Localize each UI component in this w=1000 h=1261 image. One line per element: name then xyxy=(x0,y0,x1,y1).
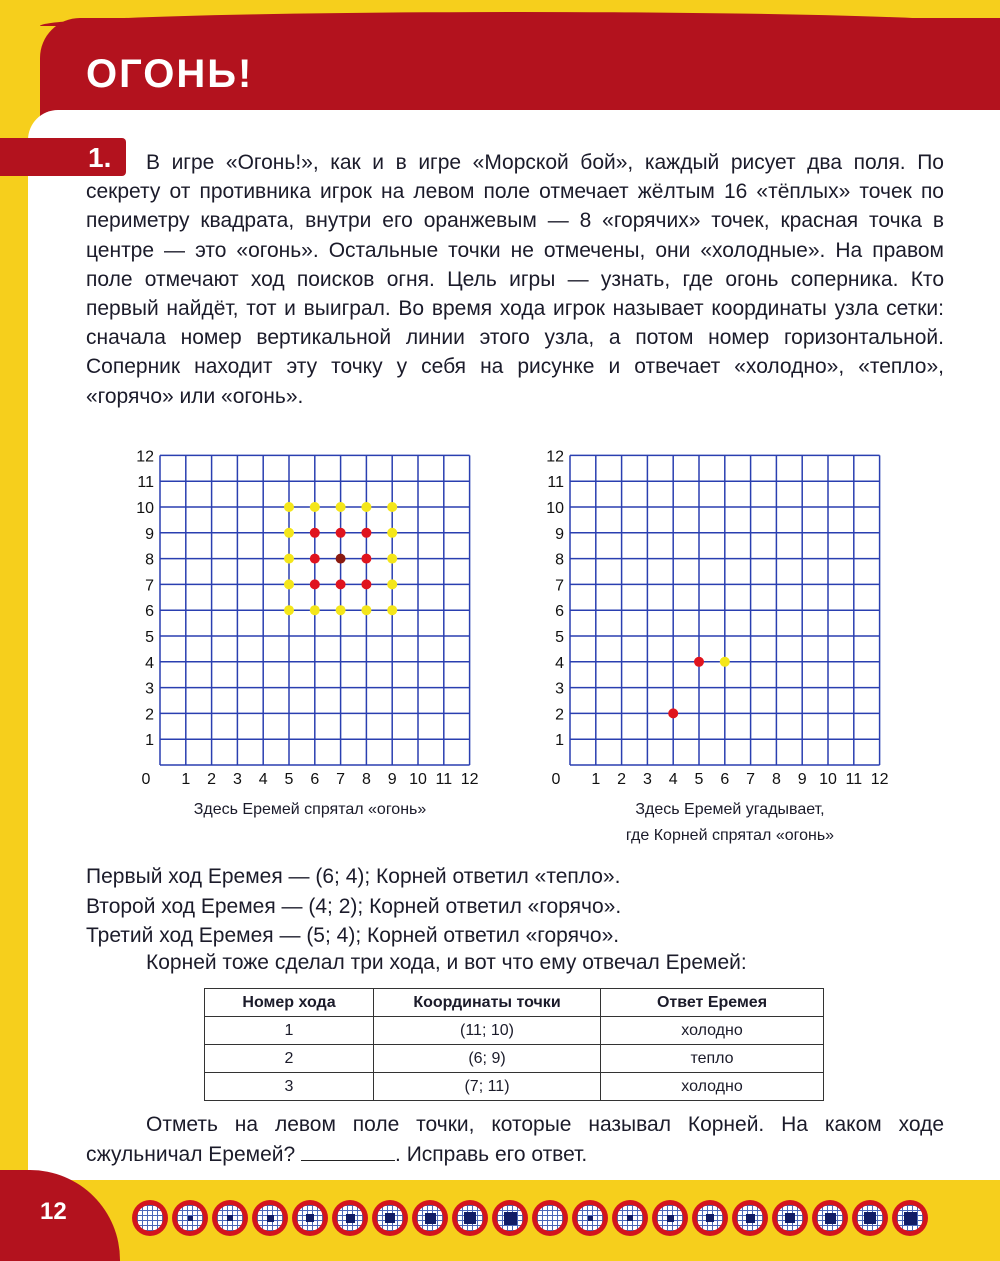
right-caption xyxy=(560,797,900,849)
left-x-tick: 10 xyxy=(409,771,427,788)
right-origin-label: 0 xyxy=(551,771,561,788)
left-warm-point xyxy=(336,605,346,615)
left-y-tick: 1 xyxy=(145,732,154,750)
left-hot-point xyxy=(361,528,371,538)
right-x-tick: 11 xyxy=(845,771,863,788)
task-number: 1. xyxy=(88,142,112,173)
left-warm-point xyxy=(310,502,320,512)
right-y-tick: 4 xyxy=(555,654,564,672)
right-x-tick: 4 xyxy=(668,771,678,788)
decor-circle xyxy=(412,1200,448,1236)
left-hot-point xyxy=(310,528,320,538)
decor-mark xyxy=(864,1212,876,1224)
cell-coords: (7; 11) xyxy=(374,1073,601,1101)
left-x-tick: 5 xyxy=(284,771,294,788)
left-warm-point xyxy=(361,502,371,512)
decor-circle xyxy=(172,1200,208,1236)
decor-mark xyxy=(504,1212,517,1225)
decor-circle xyxy=(892,1200,928,1236)
left-y-tick: 3 xyxy=(145,680,154,698)
decor-circle xyxy=(572,1200,608,1236)
left-x-tick: 1 xyxy=(181,771,191,788)
decor-circle xyxy=(812,1200,848,1236)
decor-circle xyxy=(252,1200,288,1236)
move-2: Второй ход Еремея — (4; 2); Корней ответил «горячо». xyxy=(86,894,622,918)
left-y-tick: 10 xyxy=(136,500,154,517)
korney-intro: Корней тоже сделал три хода, и вот что ему отвечал Еремей: xyxy=(146,951,747,974)
decor-mark xyxy=(588,1216,593,1221)
decor-mark xyxy=(785,1213,795,1223)
left-x-tick: 9 xyxy=(387,771,397,788)
decor-grid-icon xyxy=(617,1205,643,1231)
decorative-border xyxy=(132,1200,928,1236)
answer-blank[interactable] xyxy=(301,1160,395,1161)
th-coordinates: Координаты точки xyxy=(374,989,601,1017)
left-warm-point xyxy=(284,528,294,538)
decor-grid-icon xyxy=(337,1205,363,1231)
right-x-tick: 6 xyxy=(720,771,730,788)
right-x-tick: 10 xyxy=(819,771,837,788)
left-warm-point xyxy=(361,605,371,615)
left-warm-point xyxy=(284,554,294,564)
right-y-tick: 7 xyxy=(555,577,564,595)
left-grid xyxy=(130,445,490,790)
decor-circle xyxy=(212,1200,248,1236)
left-origin-label: 0 xyxy=(141,771,151,788)
decor-grid-icon xyxy=(737,1205,763,1231)
table-row xyxy=(205,1017,824,1045)
decor-grid-icon xyxy=(297,1205,323,1231)
left-y-tick: 12 xyxy=(136,448,154,466)
decor-grid-icon xyxy=(537,1205,563,1231)
left-hot-point xyxy=(310,554,320,564)
decor-circle xyxy=(132,1200,168,1236)
decor-mark xyxy=(667,1215,674,1222)
right-x-tick: 9 xyxy=(797,771,807,788)
right-caption-line2: где Корней спрятал «огонь» xyxy=(625,827,835,844)
right-x-tick: 3 xyxy=(642,771,652,788)
left-x-tick: 7 xyxy=(336,771,346,788)
left-hot-point xyxy=(361,554,371,564)
decor-grid-icon xyxy=(137,1205,163,1231)
decor-circle xyxy=(292,1200,328,1236)
left-x-tick: 3 xyxy=(232,771,242,788)
decor-grid-icon xyxy=(897,1205,923,1231)
left-hot-point xyxy=(336,528,346,538)
table-row xyxy=(205,1073,824,1101)
left-y-tick: 5 xyxy=(145,629,154,646)
left-warm-point xyxy=(284,605,294,615)
decor-grid-icon xyxy=(857,1205,883,1231)
page-title: ОГОНЬ! xyxy=(86,52,254,96)
moves-table xyxy=(204,988,824,1101)
decor-circle xyxy=(492,1200,528,1236)
decor-mark xyxy=(306,1214,314,1222)
right-y-tick: 6 xyxy=(555,603,564,621)
left-y-tick: 7 xyxy=(145,577,154,595)
right-x-tick: 8 xyxy=(771,771,781,788)
left-y-tick: 9 xyxy=(145,525,154,543)
decor-mark xyxy=(825,1213,836,1224)
right-y-tick: 2 xyxy=(555,706,564,724)
left-warm-point xyxy=(284,579,294,589)
right-y-tick: 5 xyxy=(555,629,564,646)
left-x-tick: 12 xyxy=(460,771,479,788)
decor-mark xyxy=(425,1213,436,1224)
decor-circle xyxy=(332,1200,368,1236)
cell-move: 2 xyxy=(205,1045,374,1073)
right-x-tick: 1 xyxy=(591,771,601,788)
page-number: 12 xyxy=(40,1198,67,1225)
decor-grid-icon xyxy=(777,1205,803,1231)
final-question xyxy=(86,1110,944,1169)
decor-grid-icon xyxy=(177,1205,203,1231)
left-y-tick: 2 xyxy=(145,706,154,724)
cell-answer: холодно xyxy=(601,1017,824,1045)
right-grid xyxy=(540,445,900,790)
left-hot-point xyxy=(336,579,346,589)
cell-move: 3 xyxy=(205,1073,374,1101)
left-y-tick: 8 xyxy=(145,551,154,569)
decor-circle xyxy=(452,1200,488,1236)
decor-mark xyxy=(746,1214,755,1223)
left-warm-point xyxy=(387,528,397,538)
cell-coords: (11; 10) xyxy=(374,1017,601,1045)
cell-answer: тепло xyxy=(601,1045,824,1073)
right-hot-point xyxy=(694,657,704,667)
decor-grid-icon xyxy=(657,1205,683,1231)
table-header-row xyxy=(205,989,824,1017)
right-y-tick: 9 xyxy=(555,525,564,543)
decor-mark xyxy=(346,1214,355,1223)
decor-grid-icon xyxy=(817,1205,843,1231)
move-1: Первый ход Еремея — (6; 4); Корней ответил «тепло». xyxy=(86,865,621,888)
left-caption: Здесь Еремей спрятал «огонь» xyxy=(193,801,427,818)
final-question-part2: . Исправь его ответ. xyxy=(395,1142,588,1166)
decor-grid-icon xyxy=(417,1205,443,1231)
right-warm-point xyxy=(720,657,730,667)
decor-mark xyxy=(188,1216,193,1221)
left-warm-point xyxy=(387,502,397,512)
decor-grid-icon xyxy=(217,1205,243,1231)
left-x-tick: 11 xyxy=(435,771,453,788)
final-question-part1: Отметь на левом поле точки, которые называл Корней. На каком ходе сжульничал Еремей? xyxy=(86,1113,944,1166)
decor-circle xyxy=(532,1200,568,1236)
left-fire-point xyxy=(336,554,346,564)
move-3: Третий ход Еремея — (5; 4); Корней ответил «горячо». xyxy=(86,924,620,947)
right-x-tick: 5 xyxy=(694,771,704,788)
left-hot-point xyxy=(361,579,371,589)
left-x-tick: 6 xyxy=(310,771,320,788)
right-caption-line1: Здесь Еремей угадывает, xyxy=(635,801,825,818)
left-warm-point xyxy=(336,502,346,512)
right-y-tick: 8 xyxy=(555,551,564,569)
left-y-tick: 6 xyxy=(145,603,154,621)
right-y-tick: 1 xyxy=(555,732,564,750)
left-hot-point xyxy=(310,579,320,589)
decor-mark xyxy=(706,1214,714,1222)
decor-circle xyxy=(612,1200,648,1236)
right-y-tick: 12 xyxy=(546,448,564,466)
decor-grid-icon xyxy=(377,1205,403,1231)
decor-circle xyxy=(652,1200,688,1236)
th-move-number: Номер хода xyxy=(205,989,374,1017)
decor-mark xyxy=(904,1212,917,1225)
right-x-tick: 12 xyxy=(870,771,889,788)
left-warm-point xyxy=(387,579,397,589)
decor-grid-icon xyxy=(577,1205,603,1231)
decor-grid-icon xyxy=(697,1205,723,1231)
right-y-tick: 10 xyxy=(546,500,564,517)
decor-grid-icon xyxy=(497,1205,523,1231)
right-y-tick: 3 xyxy=(555,680,564,698)
left-warm-point xyxy=(284,502,294,512)
cell-coords: (6; 9) xyxy=(374,1045,601,1073)
cell-answer: холодно xyxy=(601,1073,824,1101)
left-y-tick: 11 xyxy=(137,474,154,492)
left-warm-point xyxy=(387,605,397,615)
decor-circle xyxy=(372,1200,408,1236)
decor-circle xyxy=(852,1200,888,1236)
decor-grid-icon xyxy=(257,1205,283,1231)
decor-circle xyxy=(772,1200,808,1236)
decor-mark xyxy=(227,1215,233,1221)
decor-grid-icon xyxy=(457,1205,483,1231)
table-row xyxy=(205,1045,824,1073)
decor-mark xyxy=(385,1213,395,1223)
decor-mark xyxy=(627,1215,633,1221)
right-hot-point xyxy=(668,708,678,718)
left-x-tick: 4 xyxy=(258,771,268,788)
left-warm-point xyxy=(387,554,397,564)
left-y-tick: 4 xyxy=(145,654,154,672)
decor-mark xyxy=(464,1212,476,1224)
task-text: В игре «Огонь!», как и в игре «Морской бой», каждый рисует два поля. По секрету от противника игрок на левом поле отмечает жёлтым 16 «тёплых» точек по периметру квадрата, внутри его оранжевым — 8 «горячих» точек, красная точка в центре — это «огонь». Остальные точки не отмечены, они «холодные». На правом поле отмечают ход поисков огня. Цель игры — узнать, где огонь соперника. Кто первый найдёт, тот и выиграл. Во время хода игрок называет координаты узла сетки: сначала номер вертикальной линии этого узла, а потом номер горизонтальной. Соперник находит эту точку у себя на рисунке и отвечает «холодно», «тепло», «горячо» или «огонь». xyxy=(86,151,944,408)
left-x-tick: 8 xyxy=(361,771,371,788)
left-warm-point xyxy=(310,605,320,615)
right-x-tick: 7 xyxy=(746,771,756,788)
right-y-tick: 11 xyxy=(547,474,564,492)
decor-circle xyxy=(732,1200,768,1236)
cell-move: 1 xyxy=(205,1017,374,1045)
left-x-tick: 2 xyxy=(207,771,217,788)
decor-mark xyxy=(267,1215,274,1222)
moves-list xyxy=(86,862,621,951)
decor-circle xyxy=(692,1200,728,1236)
th-answer: Ответ Еремея xyxy=(601,989,824,1017)
right-x-tick: 2 xyxy=(617,771,627,788)
